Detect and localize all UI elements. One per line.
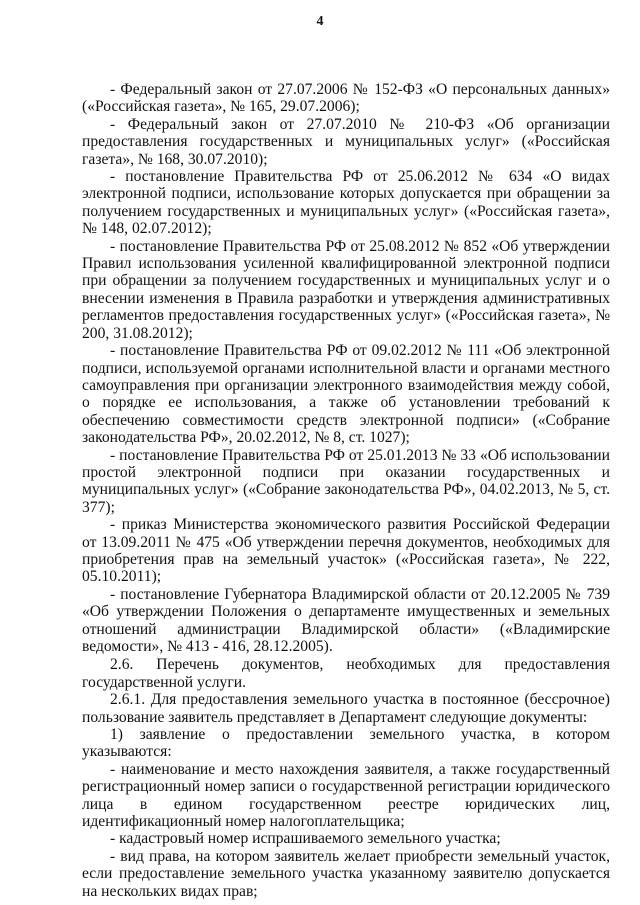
paragraph-governor-739: - постановление Губернатора Владимирской области от 20.12.2005 № 739 «Об утверждении Положения о департаменте имущественных и земельных отношений администрации Владимирской области» («Владимирские ведомости», № 413 - 416, 28.12.2005). — [82, 585, 610, 655]
list-item-application: 1) заявление о предоставлении земельного участка, в котором указываются: — [82, 726, 610, 761]
section-2-6-1: 2.6.1. Для предоставления земельного участка в постоянное (бессрочное) пользование заявитель представляет в Департамент следующие документы: — [82, 691, 610, 726]
page-number: 4 — [316, 14, 324, 29]
paragraph-decree-111: - постановление Правительства РФ от 09.02.2012 № 111 «Об электронной подписи, используемой органами исполнительной власти и органами местного самоуправления при организации электронного взаимодействия между собой, о порядке ее использования, а также об установлении требований к обеспечению совместимости средств электронной подписи» («Собрание законодательства РФ», 20.02.2012, № 8, ст. 1027); — [82, 342, 610, 447]
paragraph-order-475: - приказ Министерства экономического развития Российской Федерации от 13.09.2011 № 475 «Об утверждении перечня документов, необходимых для приобретения прав на земельный участок» («Российская газета», № 222, 05.10.2011); — [82, 516, 610, 586]
paragraph-decree-852: - постановление Правительства РФ от 25.08.2012 № 852 «Об утверждении Правил использования усиленной квалифицированной электронной подписи при обращении за получением государственных и муниципальных услуг и о внесении изменения в Правила разработки и утверждения административных регламентов предоставления государственных услуг» («Российская газета», № 200, 31.08.2012); — [82, 237, 610, 342]
section-2-6-heading: 2.6. Перечень документов, необходимых для предоставления государственной услуги. — [82, 656, 610, 691]
list-item-applicant-name: - наименование и место нахождения заявителя, а также государственный регистрационный номер записи о государственной регистрации юридического лица в едином государственном реестре юридических лиц, идентификационный номер налогоплательщика; — [82, 760, 610, 831]
document-body — [82, 81, 610, 900]
list-item-right-type: - вид права, на котором заявитель желает приобрести земельный участок, если предоставление земельного участка указанному заявителю допускается на нескольких видах прав; — [82, 847, 610, 900]
paragraph-decree-33: - постановление Правительства РФ от 25.01.2013 № 33 «Об использовании простой электронной подписи при оказании государственных и муниципальных услуг» («Собрание законодательства РФ», 04.02.2013, № 5, ст. 377); — [82, 446, 610, 516]
paragraph-law-152: - Федеральный закон от 27.07.2006 № 152-ФЗ «О персональных данных» («Российская газета», № 165, 29.07.2006); — [82, 81, 610, 116]
paragraph-decree-634: - постановление Правительства РФ от 25.06.2012 № 634 «О видах электронной подписи, использование которых допускается при обращении за получением государственных и муниципальных услуг» («Российская газета», № 148, 02.07.2012); — [82, 168, 610, 238]
list-item-cadastral-number: - кадастровый номер испрашиваемого земельного участка; — [110, 830, 501, 848]
paragraph-law-210: - Федеральный закон от 27.07.2010 № 210-ФЗ «Об организации предоставления государственных и муниципальных услуг» («Российская газета», № 168, 30.07.2010); — [82, 115, 610, 168]
